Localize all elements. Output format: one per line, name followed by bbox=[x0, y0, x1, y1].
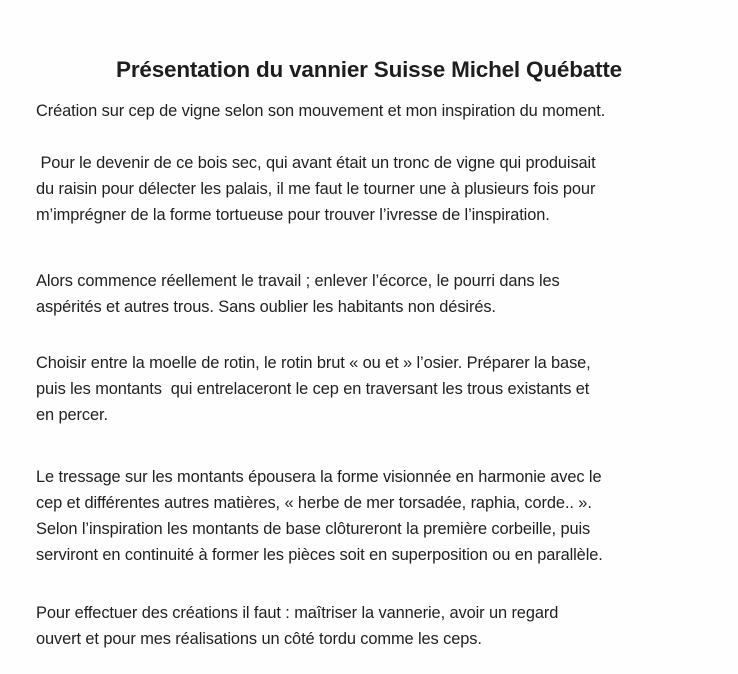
paragraph-6-line-2: ouvert et pour mes réalisations un côté tordu comme les ceps. bbox=[36, 630, 482, 648]
paragraph-6 bbox=[36, 600, 558, 652]
paragraph-1-line-1: Création sur cep de vigne selon son mouvement et mon inspiration du moment. bbox=[36, 102, 606, 120]
paragraph-2 bbox=[36, 150, 596, 228]
paragraph-5 bbox=[36, 464, 603, 568]
paragraph-5-line-2: cep et différentes autres matières, « herbe de mer torsadée, raphia, corde.. ». bbox=[36, 494, 592, 512]
paragraph-4-line-1: Choisir entre la moelle de rotin, le rotin brut « ou et » l’osier. Préparer la base, bbox=[36, 354, 591, 372]
paragraph-3 bbox=[36, 268, 560, 320]
paragraph-6-line-1: Pour effectuer des créations il faut : maîtriser la vannerie, avoir un regard bbox=[36, 604, 559, 622]
paragraph-1 bbox=[36, 98, 605, 124]
paragraph-2-line-3: m’imprégner de la forme tortueuse pour trouver l’ivresse de l’inspiration. bbox=[36, 206, 550, 224]
paragraph-3-line-1: Alors commence réellement le travail ; enlever l’écorce, le pourri dans les bbox=[36, 272, 560, 290]
paragraph-3-line-2: aspérités et autres trous. Sans oublier les habitants non désirés. bbox=[36, 298, 496, 316]
paragraph-5-line-4: serviront en continuité à former les pièces soit en superposition ou en parallèle. bbox=[36, 546, 603, 564]
document-title: Présentation du vannier Suisse Michel Québatte bbox=[116, 57, 622, 83]
paragraph-4-line-3: en percer. bbox=[36, 406, 108, 424]
paragraph-5-line-1: Le tressage sur les montants épousera la forme visionnée en harmonie avec le bbox=[36, 468, 602, 486]
paragraph-2-line-1: Pour le devenir de ce bois sec, qui avant était un tronc de vigne qui produisait bbox=[36, 154, 596, 172]
paragraph-4 bbox=[36, 350, 591, 428]
paragraph-2-line-2: du raisin pour délecter les palais, il me faut le tourner une à plusieurs fois pour bbox=[36, 180, 596, 198]
paragraph-5-line-3: Selon l’inspiration les montants de base clôtureront la première corbeille, puis bbox=[36, 520, 591, 538]
paragraph-4-line-2: puis les montants qui entrelaceront le cep en traversant les trous existants et bbox=[36, 380, 590, 398]
